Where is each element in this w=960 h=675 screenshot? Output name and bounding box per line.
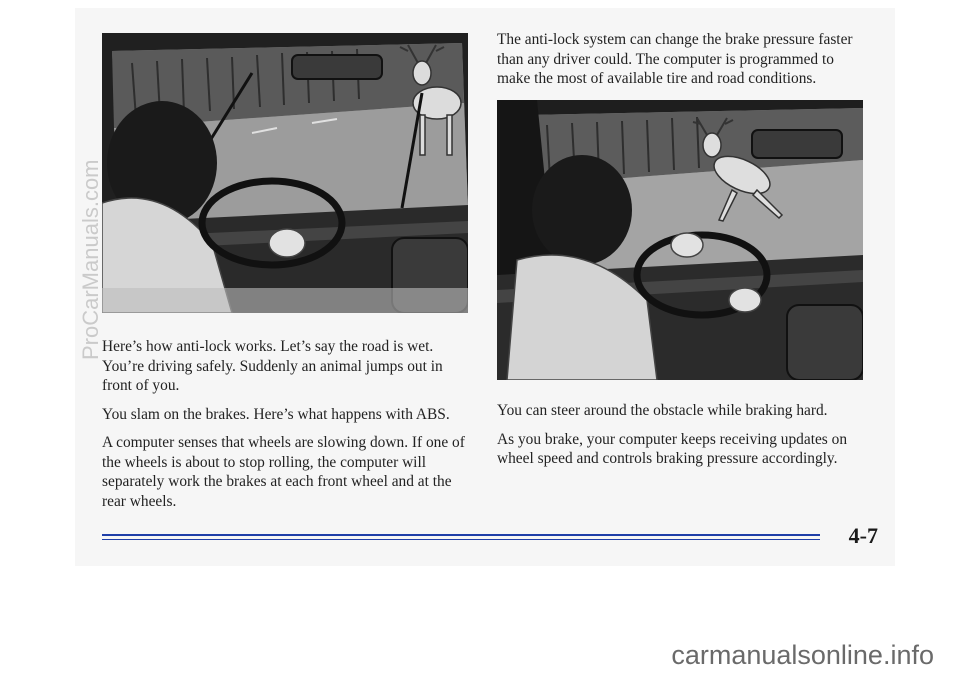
side-watermark-text: ProCarManuals.com: [78, 159, 103, 360]
bottom-watermark: carmanualsonline.info: [671, 640, 934, 670]
left-column-text: [102, 337, 472, 520]
page-number: 4-7: [848, 523, 878, 548]
footer-rule-thin: [102, 539, 820, 540]
illustration-drawing-right: [497, 100, 863, 380]
illustration-drawing-left: [102, 33, 468, 313]
driver-seeing-deer-illustration: [102, 33, 468, 313]
footer-rule: [102, 534, 820, 536]
paragraph: You can steer around the obstacle while braking hard.: [497, 402, 828, 419]
paragraph: Here’s how anti-lock works. Let’s say the road is wet. You’re driving safely. Suddenly an animal jumps out in front of you.: [102, 338, 443, 394]
paragraph: The anti-lock system can change the brake pressure faster than any driver could. The computer is programmed to make the most of available tire and road conditions.: [497, 31, 853, 87]
anti-lock-pressure-paragraph: [497, 30, 869, 98]
paragraph: As you brake, your computer keeps receiving updates on wheel speed and controls braking pressure accordingly.: [497, 430, 848, 467]
paragraph: A computer senses that wheels are slowing down. If one of the wheels is about to stop rolling, the computer will separately work the brakes at each front wheel and at the rear wheels.: [102, 434, 465, 510]
paragraph: You slam on the brakes. Here’s what happens with ABS.: [102, 405, 450, 423]
driver-steering-around-deer-illustration: [497, 100, 863, 380]
right-column-bottom-text: [497, 401, 869, 478]
